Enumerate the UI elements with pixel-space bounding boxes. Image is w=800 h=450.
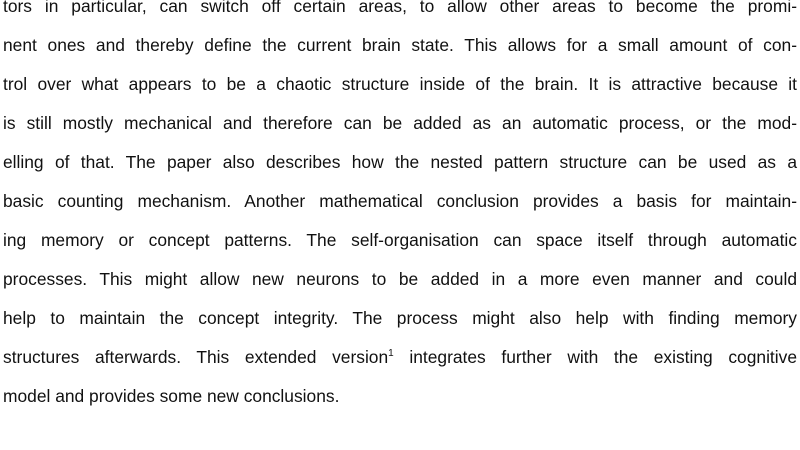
paragraph-line-3: trol over what appears to be a chaotic structure inside of the brain. It is attractive because it xyxy=(3,74,797,94)
paragraph-line-2: nent ones and thereby define the current brain state. This allows for a small amount of con- xyxy=(3,35,797,55)
paragraph-line-6: basic counting mechanism. Another mathematical conclusion provides a basis for maintain- xyxy=(3,191,797,211)
paragraph-line-4: is still mostly mechanical and therefore can be added as an automatic process, or the mod- xyxy=(3,113,797,133)
paragraph-line-5: elling of that. The paper also describes how the nested pattern structure can be used as a xyxy=(3,152,797,172)
paragraph-line-9: help to maintain the concept integrity. The process might also help with finding memory xyxy=(3,308,797,328)
body-paragraph xyxy=(3,0,797,416)
paragraph-line-11: model and provides some new conclusions. xyxy=(3,386,340,406)
line-10-text-start: structures afterwards. This extended version xyxy=(3,347,389,367)
paragraph-line-7: ing memory or concept patterns. The self-organisation can space itself through automatic xyxy=(3,230,797,250)
paragraph-line-10 xyxy=(3,338,797,377)
footnote-marker[interactable]: 1 xyxy=(388,348,394,359)
paragraph-line-1: tors in particular, can switch off certain areas, to allow other areas to become the promi- xyxy=(3,0,797,16)
paragraph-line-8: processes. This might allow new neurons to be added in a more even manner and could xyxy=(3,269,797,289)
line-10-text-end: integrates further with the existing cognitive xyxy=(393,347,797,367)
